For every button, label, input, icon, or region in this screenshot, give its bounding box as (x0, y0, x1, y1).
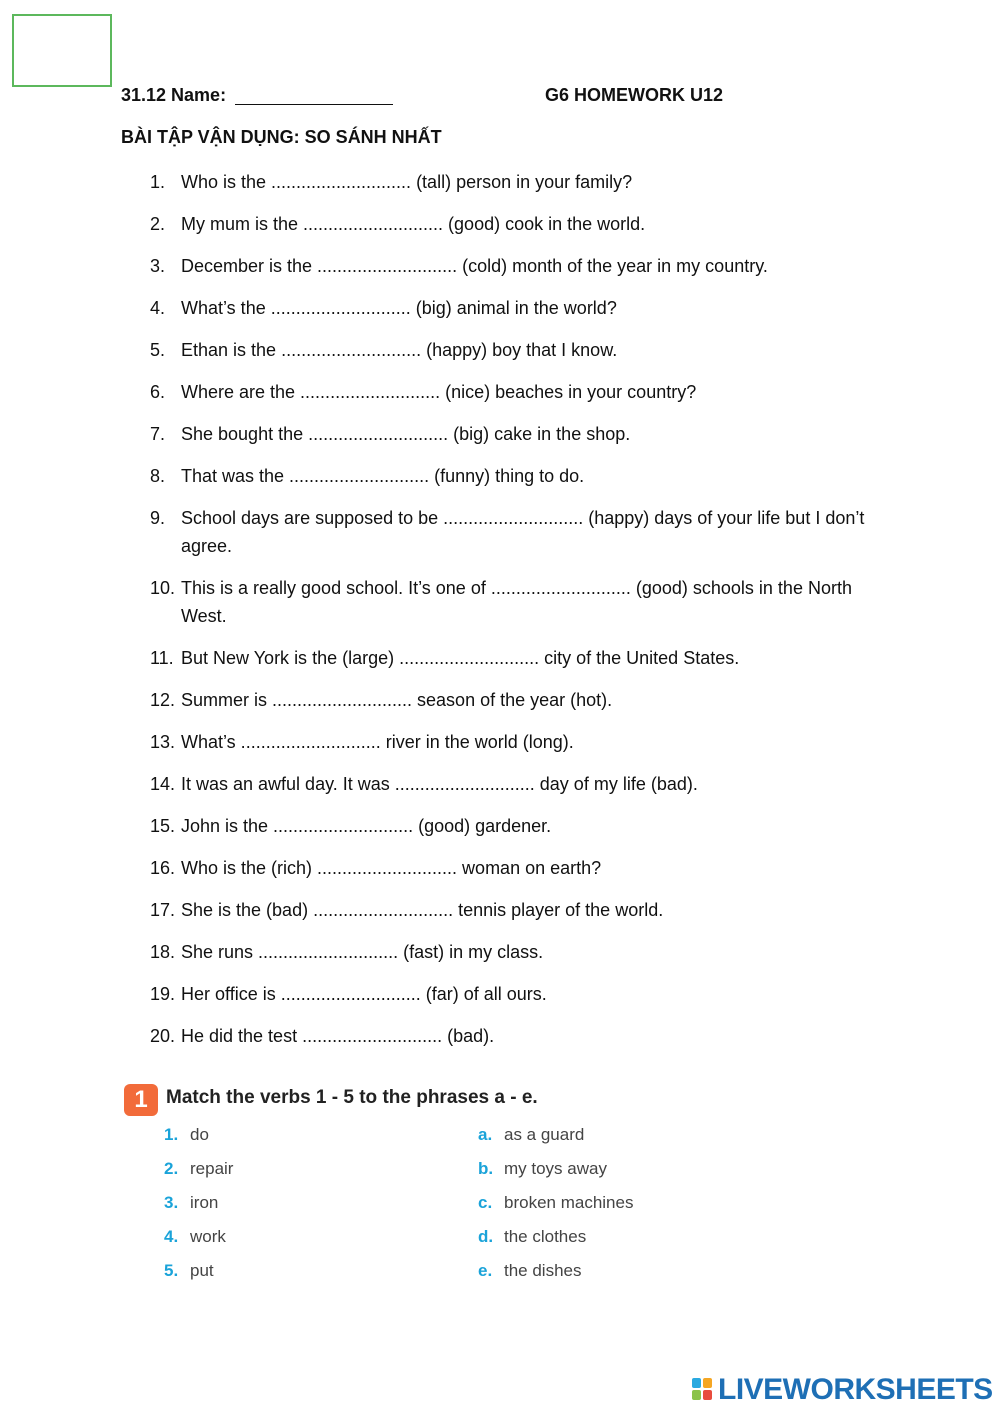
exercise-number: 12. (150, 690, 176, 710)
logo-text: LIVEWORKSHEETS (718, 1373, 993, 1406)
exercise-text: Her office is ............................ (far) of all ours. (181, 984, 547, 1004)
exercise-text: Summer is ............................ season of the year (hot). (181, 690, 613, 710)
exercise-item (150, 770, 890, 798)
exercise-text: What’s the ............................ (big) animal in the world? (181, 298, 617, 318)
exercise-text: John is the ............................ (good) gardener. (181, 816, 552, 836)
phrase-row (478, 1158, 633, 1192)
name-blank-line (235, 104, 393, 105)
match-title: Match the verbs 1 - 5 to the phrases a - e. (166, 1087, 538, 1108)
exercise-text: My mum is the ............................ (good) cook in the world. (181, 214, 646, 234)
exercise-item (150, 686, 890, 714)
exercise-number: 10. (150, 578, 176, 598)
exercise-item (150, 294, 890, 322)
exercise-item (150, 336, 890, 364)
exercise-item (150, 420, 890, 448)
verb-row (164, 1260, 233, 1294)
exercise-item (150, 728, 890, 756)
verb-key: 5. (164, 1261, 179, 1280)
exercise-item (150, 1022, 890, 1050)
exercise-number: 16. (150, 858, 176, 878)
exercise-item (150, 854, 890, 882)
exercise-number: 18. (150, 942, 176, 962)
phrase-key: b. (478, 1159, 494, 1178)
phrase-text: the dishes (504, 1261, 582, 1280)
exercise-number: 15. (150, 816, 176, 836)
exercise-text: This is a really good school. It’s one of ............................ (good) schools in the North West. (181, 578, 852, 626)
section-title: BÀI TẬP VẬN DỤNG: SO SÁNH NHẤT (121, 127, 442, 147)
exercise-number: 9. (150, 508, 166, 528)
exercise-item (150, 574, 890, 630)
phrase-text: broken machines (504, 1193, 634, 1212)
verb-text: iron (190, 1193, 219, 1212)
exercise-item (150, 644, 890, 672)
exercise-number: 7. (150, 424, 166, 444)
exercise-list (150, 168, 890, 1064)
exercise-text: She runs ............................ (fast) in my class. (181, 942, 544, 962)
exercise-number: 19. (150, 984, 176, 1004)
exercise-item (150, 252, 890, 280)
verb-key: 1. (164, 1125, 179, 1144)
exercise-text: Who is the ............................ (tall) person in your family? (181, 172, 633, 192)
phrase-row (478, 1192, 633, 1226)
exercise-text: That was the ............................ (funny) thing to do. (181, 466, 585, 486)
header (121, 85, 881, 109)
exercise-text: December is the ............................ (cold) month of the year in my country. (181, 256, 768, 276)
exercise-item (150, 896, 890, 924)
verb-row (164, 1158, 233, 1192)
exercise-number: 20. (150, 1026, 176, 1046)
verb-text: repair (190, 1159, 234, 1178)
exercise-number: 14. (150, 774, 176, 794)
exercise-text: But New York is the (large) ............................ city of the United States. (181, 648, 740, 668)
exercise-text: School days are supposed to be ............................ (happy) days of your life but I don’t agree. (181, 508, 865, 556)
exercise-item (150, 168, 890, 196)
verb-row (164, 1192, 233, 1226)
verb-list (164, 1124, 233, 1294)
phrase-key: e. (478, 1261, 493, 1280)
verb-text: work (190, 1227, 226, 1246)
exercise-item (150, 210, 890, 238)
exercise-text: It was an awful day. It was ............................ day of my life (bad). (181, 774, 698, 794)
exercise-text: Who is the (rich) ............................ woman on earth? (181, 858, 602, 878)
phrase-key: c. (478, 1193, 493, 1212)
exercise-number: 3. (150, 256, 166, 276)
exercise-text: Where are the ............................ (nice) beaches in your country? (181, 382, 697, 402)
phrase-text: my toys away (504, 1159, 607, 1178)
verb-key: 2. (164, 1159, 179, 1178)
exercise-number: 2. (150, 214, 166, 234)
phrase-key: a. (478, 1125, 493, 1144)
verb-key: 3. (164, 1193, 179, 1212)
exercise-number: 1. (150, 172, 166, 192)
image-placeholder-box (12, 14, 112, 87)
exercise-text: She is the (bad) ............................ tennis player of the world. (181, 900, 664, 920)
exercise-item (150, 980, 890, 1008)
exercise-text: She bought the ............................ (big) cake in the shop. (181, 424, 631, 444)
exercise-number: 6. (150, 382, 166, 402)
phrase-list (478, 1124, 633, 1294)
exercise-number: 17. (150, 900, 176, 920)
exercise-number: 13. (150, 732, 176, 752)
exercise-number: 8. (150, 466, 166, 486)
verb-row (164, 1226, 233, 1260)
verb-key: 4. (164, 1227, 179, 1246)
exercise-item (150, 378, 890, 406)
verb-text: put (190, 1261, 214, 1280)
exercise-item (150, 812, 890, 840)
exercise-text: Ethan is the ............................ (happy) boy that I know. (181, 340, 618, 360)
exercise-number-badge: 1 (124, 1084, 158, 1116)
phrase-key: d. (478, 1227, 494, 1246)
verb-text: do (190, 1125, 209, 1144)
phrase-text: the clothes (504, 1227, 587, 1246)
liveworksheets-logo (692, 1373, 993, 1407)
name-label: 31.12 Name: (121, 85, 227, 105)
exercise-text: What’s ............................ river in the world (long). (181, 732, 574, 752)
exercise-item (150, 462, 890, 490)
exercise-number: 4. (150, 298, 166, 318)
exercise-number: 5. (150, 340, 166, 360)
verb-row (164, 1124, 233, 1158)
phrase-row (478, 1226, 633, 1260)
exercise-item (150, 938, 890, 966)
exercise-text: He did the test ............................ (bad). (181, 1026, 495, 1046)
exercise-item (150, 504, 890, 560)
homework-title: G6 HOMEWORK U12 (545, 85, 724, 105)
phrase-text: as a guard (504, 1125, 585, 1144)
phrase-row (478, 1124, 633, 1158)
phrase-row (478, 1260, 633, 1294)
exercise-number: 11. (150, 648, 174, 668)
logo-icon (692, 1378, 714, 1402)
